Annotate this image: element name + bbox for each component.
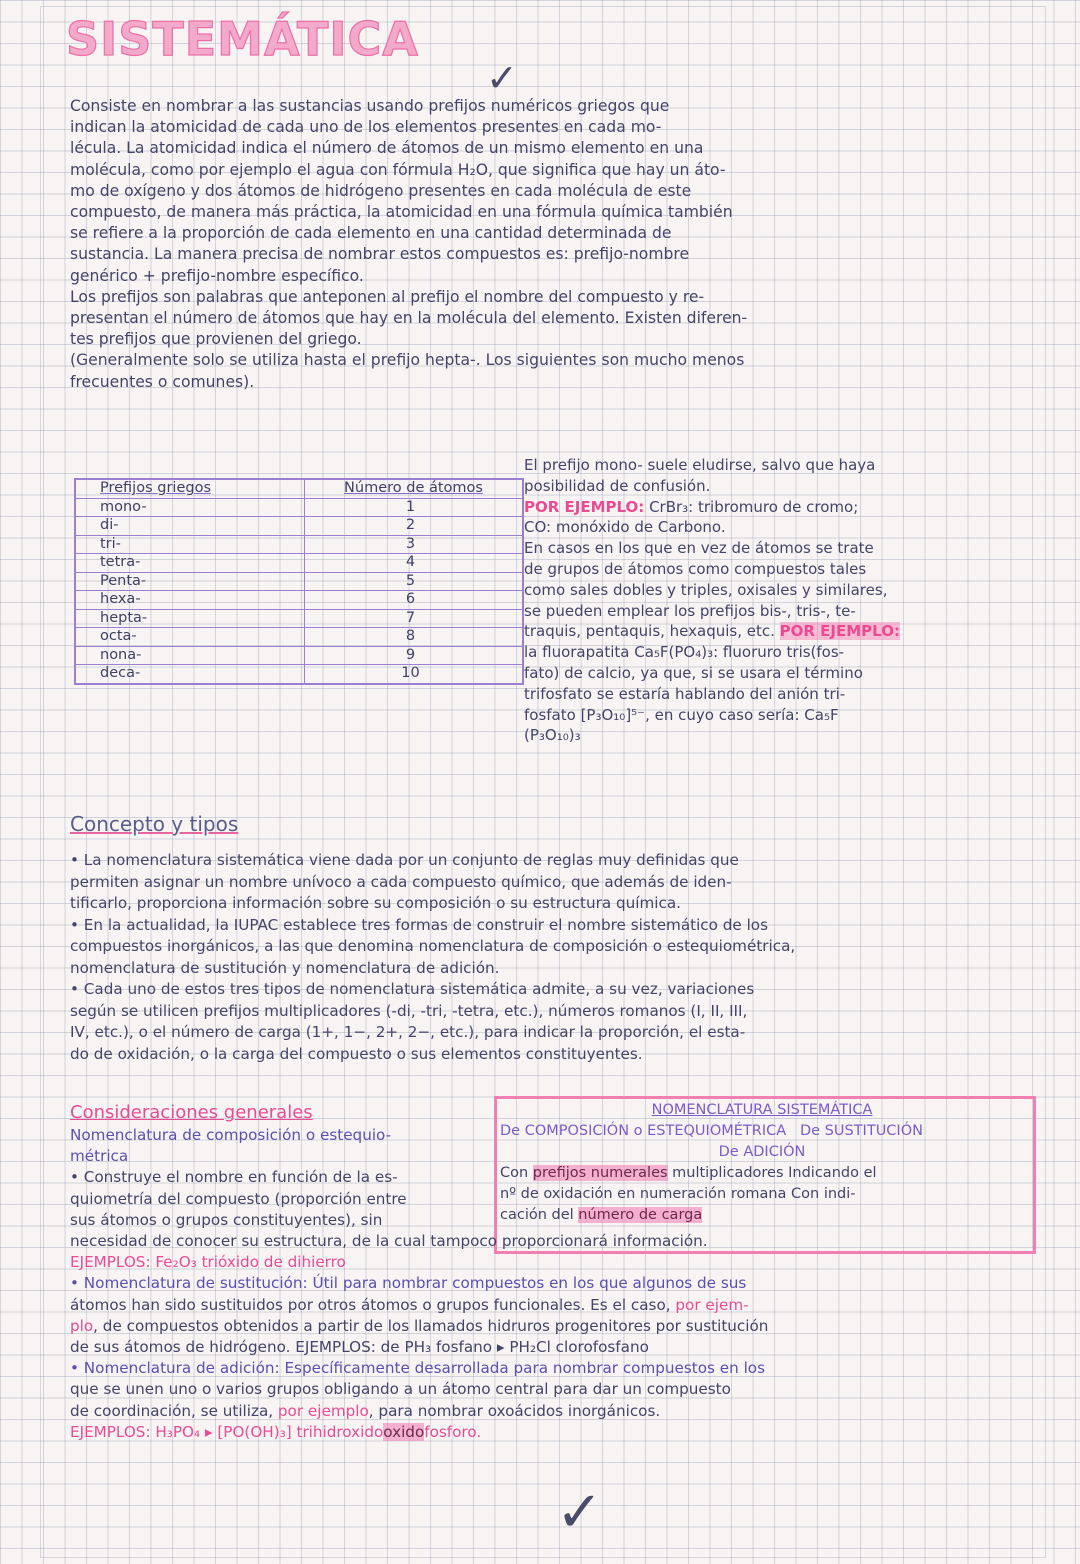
note-line: En casos en los que en vez de átomos se trate <box>524 539 874 558</box>
prefix-cell: tetra- <box>75 554 305 573</box>
intro-line: indican la atomicidad de cada uno de los elementos presentes en cada mo- <box>70 118 662 137</box>
atoms-cell: 2 <box>305 517 524 536</box>
atoms-cell: 8 <box>305 628 524 647</box>
table-row <box>75 609 523 628</box>
note-line: fosfato [P₃O₁₀]⁵⁻, en cuyo caso sería: Ca₅F <box>524 705 839 724</box>
consid-highlight: oxido <box>383 1422 425 1441</box>
table-row <box>75 572 523 591</box>
consid-line: de sus átomos de hidrógeno. EJEMPLOS: de PH₃ fosfano ▸ PH₂Cl clorofosfano <box>70 1338 649 1357</box>
prefix-cell: Penta- <box>75 572 305 591</box>
consid-line: sus átomos o grupos constituyentes), sin <box>70 1210 383 1229</box>
prefix-cell: mono- <box>75 498 305 517</box>
atoms-cell: 3 <box>305 535 524 554</box>
summary-text: multiplicadores Indicando el <box>667 1165 877 1181</box>
table-header-atoms: Número de átomos <box>305 479 524 498</box>
note-line: de grupos de átomos como compuestos tales <box>524 559 867 578</box>
consid-example: fosforo. <box>424 1422 482 1441</box>
concept-line: • Cada uno de estos tres tipos de nomenclatura sistemática admite, a su vez, variaciones <box>70 980 755 998</box>
concept-line: • En la actualidad, la IUPAC establece tres formas de construir el nombre sistemático de los <box>70 915 769 934</box>
table-row <box>75 498 523 517</box>
consid-text: , de compuestos obtenidos a partir de los llamados hidruros progenitores por sustitución <box>93 1316 769 1335</box>
concept-line: permiten asignar un nombre unívoco a cada compuesto químico, que además de iden- <box>70 872 732 891</box>
intro-line: molécula, como por ejemplo el agua con fórmula H₂O, que significa que hay un áto- <box>70 160 726 179</box>
consid-line <box>70 1401 1030 1422</box>
atoms-cell: 10 <box>305 665 524 684</box>
table-row <box>75 554 523 573</box>
consid-example: EJEMPLOS: H₃PO₄ ▸ [PO(OH)₃] trihidroxido <box>70 1422 384 1441</box>
prefix-cell: hepta- <box>75 609 305 628</box>
note-line: trifosfato se estaría hablando del anión tri- <box>524 684 846 703</box>
note-line: como sales dobles y triples, oxisales y similares, <box>524 580 888 599</box>
consid-line: • Nomenclatura de sustitución: Útil para nombrar compuestos en los que algunos de sus <box>70 1274 747 1293</box>
prefix-notes <box>524 455 1024 746</box>
example-label: POR EJEMPLO: <box>779 622 900 641</box>
intro-line: Consiste en nombrar a las sustancias usando prefijos numéricos griegos que <box>70 97 670 115</box>
prefix-cell: octa- <box>75 628 305 647</box>
section-heading-concept: Concepto y tipos <box>70 812 239 836</box>
intro-line: genérico + prefijo-nombre específico. <box>70 266 364 285</box>
consid-text: átomos han sido sustituidos por otros átomos o grupos funcionales. Es el caso, <box>70 1295 676 1314</box>
table-row <box>75 646 523 665</box>
considerations-paragraph <box>70 1125 1030 1443</box>
table-row <box>75 628 523 647</box>
table-row <box>75 517 523 536</box>
atoms-cell: 5 <box>305 572 524 591</box>
note-text: traquis, pentaquis, hexaquis, etc. <box>524 622 780 641</box>
intro-line: compuesto, de manera más práctica, la atomicidad en una fórmula química también <box>70 203 733 222</box>
prefix-cell: deca- <box>75 665 305 684</box>
intro-paragraph <box>70 96 1030 393</box>
atoms-cell: 4 <box>305 554 524 573</box>
consid-line: necesidad de conocer su estructura, de la cual tampoco proporcionará información. <box>70 1232 708 1251</box>
intro-line: sustancia. La manera precisa de nombrar estos compuestos es: prefijo-nombre <box>70 245 690 264</box>
concept-line: compuestos inorgánicos, a las que denomina nomenclatura de composición o estequiométrica, <box>70 937 796 955</box>
note-line: la fluorapatita Ca₅F(PO₄)₃: fluoruro tris(fos- <box>524 643 845 662</box>
summary-type-addition: De ADICIÓN <box>718 1144 806 1160</box>
note-line: se pueden emplear los prefijos bis-, tris-, te- <box>524 601 856 620</box>
concept-line: nomenclatura de sustitución y nomenclatura de adición. <box>70 958 500 977</box>
summary-type-composition: De COMPOSICIÓN o ESTEQUIOMÉTRICA <box>500 1123 787 1139</box>
table-row <box>75 591 523 610</box>
intro-line: (Generalmente solo se utiliza hasta el prefijo hepta-. Los siguientes son mucho menos <box>70 351 745 370</box>
summary-text: Con <box>500 1165 533 1181</box>
atoms-cell: 7 <box>305 609 524 628</box>
prefix-cell: di- <box>75 517 305 536</box>
intro-line: se refiere a la proporción de cada elemento en una cantidad determinada de <box>70 224 672 243</box>
note-line <box>524 621 1024 642</box>
concept-line: tificarlo, proporciona información sobre su composición o su estructura química. <box>70 894 681 912</box>
section-heading-considerations: Consideraciones generales <box>70 1102 313 1123</box>
consid-line: Nomenclatura de composición o estequio- <box>70 1126 392 1144</box>
summary-text: cación del <box>500 1207 579 1223</box>
atoms-cell: 1 <box>305 498 524 517</box>
note-line: (P₃O₁₀)₃ <box>524 726 581 745</box>
example-label: POR EJEMPLO: <box>524 497 645 516</box>
prefix-cell: tri- <box>75 535 305 554</box>
consid-emphasis: por ejem- <box>675 1295 749 1314</box>
consid-line <box>70 1422 1030 1443</box>
consid-line <box>70 1316 1030 1337</box>
consid-line: que se unen uno o varios grupos obligando a un átomo central para dar un compuesto <box>70 1380 731 1399</box>
summary-highlight: prefijos numerales <box>532 1165 668 1181</box>
prefix-cell: nona- <box>75 646 305 665</box>
intro-line: Los prefijos son palabras que anteponen al prefijo el nombre del compuesto y re- <box>70 287 705 306</box>
consid-line: • Construye el nombre en función de la es- <box>70 1168 398 1187</box>
intro-line: lécula. La atomicidad indica el número de átomos de un mismo elemento en una <box>70 139 704 158</box>
consid-text: de coordinación, se utiliza, <box>70 1401 278 1420</box>
table-row <box>75 665 523 684</box>
check-mark-icon: ✓ <box>556 1480 603 1545</box>
table-header-row <box>75 479 523 498</box>
prefix-cell: hexa- <box>75 591 305 610</box>
consid-line: • Nomenclatura de adición: Específicamente desarrollada para nombrar compuestos en los <box>70 1359 765 1378</box>
summary-type-substitution: De SUSTITUCIÓN <box>799 1123 923 1139</box>
check-mark-icon: ✓ <box>486 56 518 100</box>
consid-line <box>70 1295 1030 1316</box>
page-title: SISTEMÁTICA <box>66 12 419 66</box>
intro-line: tes prefijos que provienen del griego. <box>70 330 362 349</box>
concept-line: IV, etc.), o el número de carga (1+, 1−, 2+, 2−, etc.), para indicar la proporción, el esta- <box>70 1023 746 1041</box>
concept-line: según se utilicen prefijos multiplicadores (-di, -tri, -tetra, etc.), números romanos (I, II, III, <box>70 1001 748 1020</box>
intro-line: mo de oxígeno y dos átomos de hidrógeno presentes en cada molécula de este <box>70 181 692 200</box>
consid-text: , para nombrar oxoácidos inorgánicos. <box>368 1401 661 1420</box>
table-row <box>75 535 523 554</box>
consid-line: EJEMPLOS: Fe₂O₃ trióxido de dihierro <box>70 1253 346 1272</box>
consid-line: quiometría del compuesto (proporción entre <box>70 1189 407 1208</box>
summary-box-title: NOMENCLATURA SISTEMÁTICA <box>651 1102 873 1118</box>
consid-emphasis: plo <box>70 1316 94 1335</box>
note-line <box>524 497 1024 518</box>
note-line: posibilidad de confusión. <box>524 476 711 495</box>
example-text: CrBr₃: tribromuro de cromo; <box>644 497 859 516</box>
intro-line: presentan el número de átomos que hay en la molécula del elemento. Existen diferen- <box>70 309 748 328</box>
consid-line: métrica <box>70 1147 129 1166</box>
note-line: fato) de calcio, ya que, si se usara el término <box>524 663 863 682</box>
atoms-cell: 6 <box>305 591 524 610</box>
intro-line: frecuentes o comunes). <box>70 372 255 391</box>
summary-box-line: nº de oxidación en numeración romana Con indi- <box>500 1186 856 1202</box>
concept-line: do de oxidación, o la carga del compuesto o sus elementos constituyentes. <box>70 1044 643 1063</box>
prefix-table <box>74 478 524 685</box>
atoms-cell: 9 <box>305 646 524 665</box>
note-line: El prefijo mono- suele eludirse, salvo que haya <box>524 456 876 474</box>
consid-emphasis: por ejemplo <box>277 1401 369 1420</box>
concept-line: • La nomenclatura sistemática viene dada por un conjunto de reglas muy definidas que <box>70 851 739 869</box>
table-header-prefix: Prefijos griegos <box>75 479 305 498</box>
note-line: CO: monóxido de Carbono. <box>524 518 726 537</box>
concept-paragraph <box>70 850 1032 1065</box>
summary-highlight: número de carga <box>578 1207 703 1223</box>
